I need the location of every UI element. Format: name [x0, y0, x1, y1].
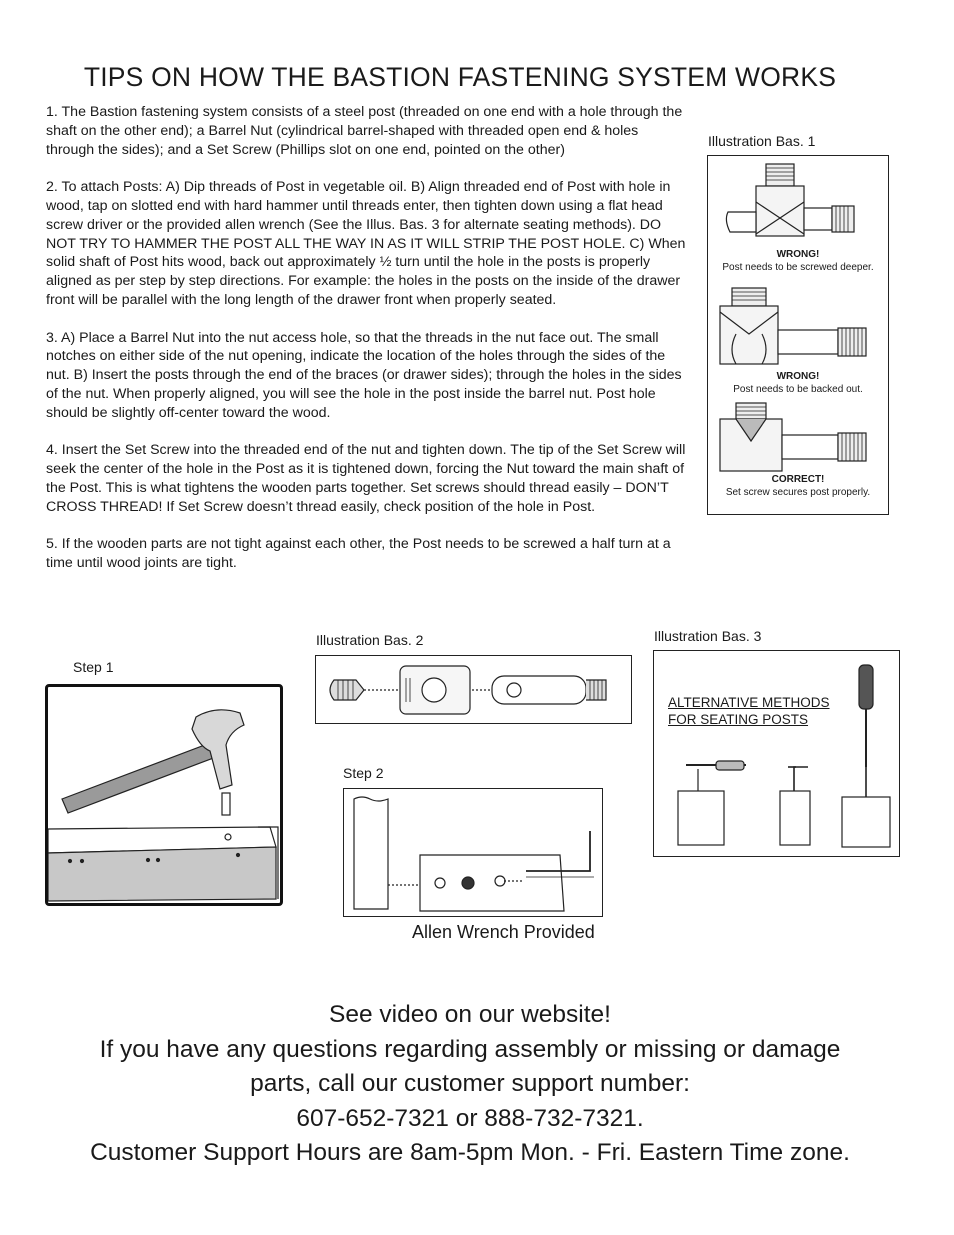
- illus3-heading-1: ALTERNATIVE METHODS: [668, 695, 830, 710]
- post-too-shallow-drawing: [722, 162, 872, 242]
- step2-caption: Allen Wrench Provided: [412, 922, 595, 942]
- illus1-item1-status: WRONG!: [776, 249, 820, 260]
- step-paragraph-2: 2. To attach Posts: A) Dip threads of Post in vegetable oil. B) Align threaded end of Post with hole in wood, tap on slotted end with hard hammer until threads enter, then tighten down using a flat head screw driver or the provided allen wrench (See the Illus. Bas. 3 for alternate seating methods). DO NOT TRY TO HAMMER THE POST ALL THE WAY IN AS IT WILL STRIP THE POST HOLE. C) When solid shaft of Post hits wood, back out approximately ½ turn until the hole in the posts is properly aligned as per step by step directions. For example: the holes in the posts on the inside of the drawer front will be parallel with the long length of the drawer front when properly seated.: [46, 179, 686, 308]
- footer-line-1: See video on our website!: [329, 1001, 611, 1028]
- illus1-box: [707, 155, 889, 515]
- illus3-label: Illustration Bas. 3: [654, 628, 762, 644]
- illus1-item3-note: Set screw secures post properly.: [725, 487, 871, 498]
- post-correct-drawing: [716, 401, 881, 476]
- allen-wrench-assembly-drawing: [344, 789, 602, 916]
- page-title: TIPS ON HOW THE BASTION FASTENING SYSTEM WORKS: [83, 62, 837, 92]
- step-paragraph-1: 1. The Bastion fastening system consists of a steel post (threaded on one end with a hole through the shaft on the other end); a Barrel Nut (cylindrical barrel-shaped with threaded open end & holes through the sides); and a Set Screw (Phillips slot on one end, pointed on the other): [46, 104, 683, 158]
- illus1-item1-note: Post needs to be screwed deeper.: [722, 262, 874, 273]
- hammer-tapping-post-drawing: [48, 687, 280, 903]
- step-paragraph-5: 5. If the wooden parts are not tight against each other, the Post needs to be screwed a half turn at a time until wood joints are tight.: [46, 536, 671, 572]
- step1-box: [45, 684, 283, 906]
- illus3-box: [653, 650, 900, 857]
- illus1-item3-status: CORRECT!: [771, 474, 825, 485]
- illus1-item2-status: WRONG!: [776, 371, 820, 382]
- instruction-steps: [46, 103, 686, 592]
- footer-line-5: Customer Support Hours are 8am-5pm Mon. - Fri. Eastern Time zone.: [90, 1139, 850, 1166]
- step-paragraph-3: 3. A) Place a Barrel Nut into the nut access hole, so that the threads in the nut face out. The small notches on either side of the nut opening, indicate the location of the holes through the sides of the nut. B) Insert the posts through the end of the braces (or drawer sides); through the holes in the sides of the nut. When properly aligned, you will see the hole in the post inside the barrel nut. Post hole should be slightly off-center toward the wood.: [46, 329, 682, 421]
- fastener-parts-drawing: [326, 662, 621, 718]
- footer-line-2: If you have any questions regarding assembly or missing or damage: [99, 1035, 841, 1063]
- illus1-label: Illustration Bas. 1: [708, 133, 816, 149]
- support-footer: [0, 998, 940, 1171]
- seating-methods-drawing: [654, 651, 899, 856]
- footer-line-4: 607-652-7321 or 888-732-7321.: [296, 1104, 644, 1132]
- step1-label: Step 1: [73, 659, 114, 675]
- post-too-deep-drawing: [716, 286, 881, 371]
- illus2-label: Illustration Bas. 2: [316, 632, 424, 648]
- illus3-heading-2: FOR SEATING POSTS: [668, 712, 809, 727]
- footer-line-3: parts, call our customer support number:: [250, 1070, 690, 1097]
- step-paragraph-4: 4. Insert the Set Screw into the threaded end of the nut and tighten down. The tip of the Set Screw will seek the center of the hole in the Post as it is tightened down, forcing the Nut toward the main shaft of the Post. This is what tightens the wooden parts together. Set screws should thread easily – DON’T CROSS THREAD! If Set Screw doesn’t thread easily, check position of the hole in Post.: [46, 442, 686, 515]
- step2-label: Step 2: [343, 765, 384, 781]
- illus1-item2-note: Post needs to be backed out.: [733, 384, 863, 395]
- illus2-box: [315, 655, 632, 724]
- step2-box: [343, 788, 603, 917]
